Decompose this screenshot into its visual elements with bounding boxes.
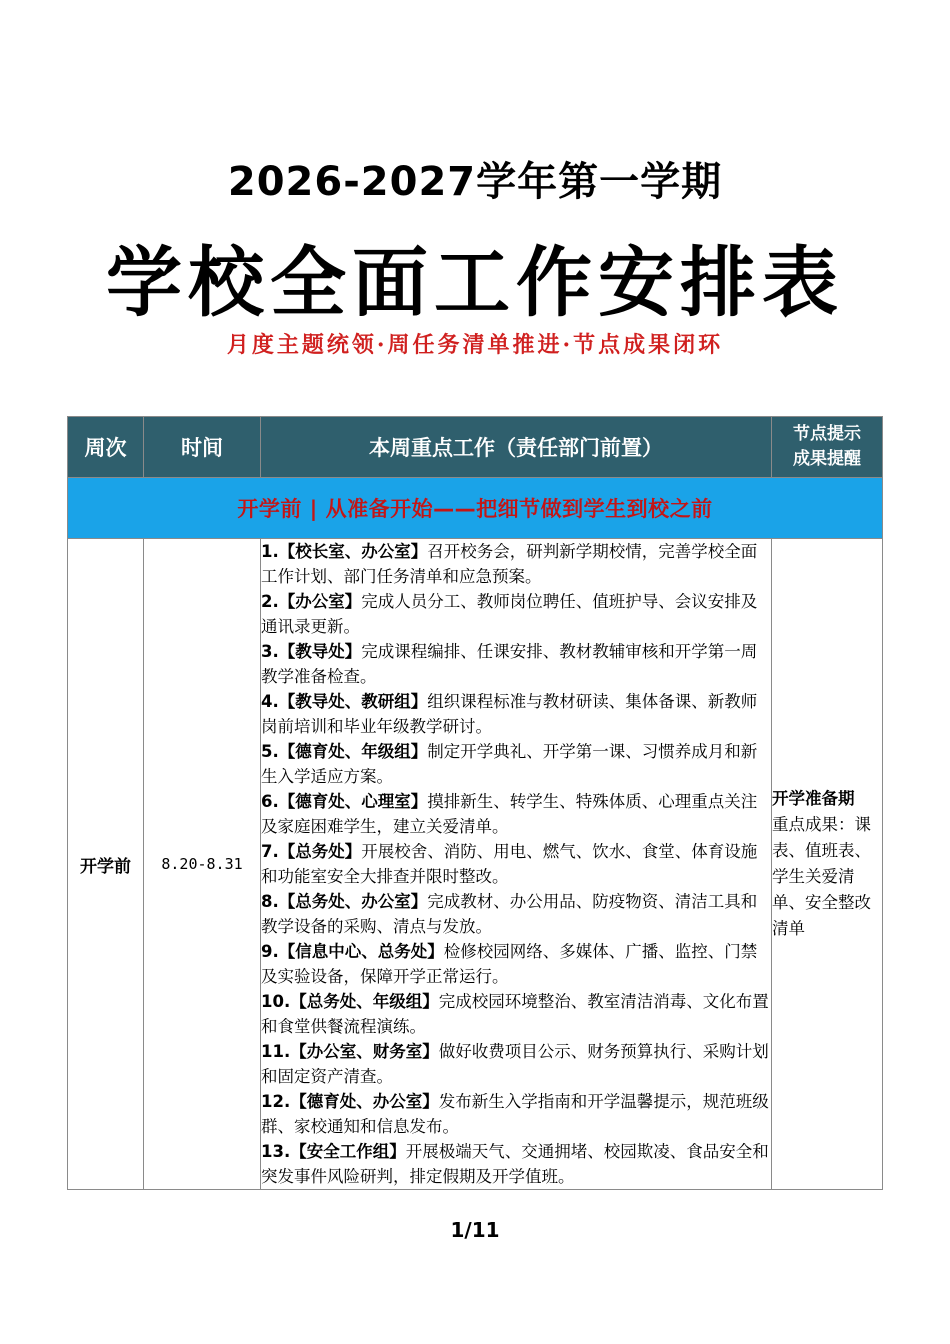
task-dept: 【总务处、年级组】 xyxy=(290,992,439,1011)
task-item xyxy=(261,1089,771,1139)
task-text: 完成人员分工、教师岗位聘任、值班护导、会议安排及通讯录更新。 xyxy=(261,592,758,636)
task-text: 做好收费项目公示、财务预算执行、采购计划和固定资产清查。 xyxy=(261,1042,769,1086)
task-list xyxy=(261,539,771,1189)
task-dept: 【教导处、教研组】 xyxy=(278,692,428,711)
header-tasks: 本周重点工作（责任部门前置） xyxy=(261,417,772,478)
tasks-cell xyxy=(261,539,772,1190)
task-text: 检修校园网络、多媒体、广播、监控、门禁及实验设备，保障开学正常运行。 xyxy=(261,942,758,986)
task-item xyxy=(261,789,771,839)
phase-banner: 开学前 | 从准备开始——把细节做到学生到校之前 xyxy=(68,478,883,539)
task-dept: 【办公室、财务室】 xyxy=(290,1042,439,1061)
task-number: 7. xyxy=(261,842,279,861)
task-dept: 【德育处、心理室】 xyxy=(278,792,428,811)
date-cell: 8.20-8.31 xyxy=(144,539,261,1190)
task-text: 摸排新生、转学生、特殊体质、心理重点关注及家庭困难学生，建立关爱清单。 xyxy=(261,792,758,836)
task-item xyxy=(261,939,771,989)
week-cell: 开学前 xyxy=(68,539,144,1190)
task-dept: 【教导处】 xyxy=(278,642,362,661)
task-number: 12. xyxy=(261,1092,291,1111)
task-text: 制定开学典礼、开学第一课、习惯养成月和新生入学适应方案。 xyxy=(261,742,758,786)
task-dept: 【信息中心、总务处】 xyxy=(278,942,444,961)
task-number: 10. xyxy=(261,992,291,1011)
task-item xyxy=(261,689,771,739)
header-time: 时间 xyxy=(144,417,261,478)
task-dept: 【校长室、办公室】 xyxy=(278,542,428,561)
table-row xyxy=(68,539,883,1190)
task-text: 完成校园环境整治、教室清洁消毒、文化布置和食堂供餐流程演练。 xyxy=(261,992,769,1036)
task-item xyxy=(261,589,771,639)
task-text: 完成课程编排、任课安排、教材教辅审核和开学第一周教学准备检查。 xyxy=(261,642,758,686)
task-text: 完成教材、办公用品、防疫物资、清洁工具和教学设备的采购、清点与发放。 xyxy=(261,892,758,936)
page-indicator: 1/11 xyxy=(450,1218,500,1242)
task-dept: 【总务处】 xyxy=(278,842,362,861)
task-text: 召开校务会，研判新学期校情，完善学校全面工作计划、部门任务清单和应急预案。 xyxy=(261,542,758,586)
note-cell xyxy=(772,539,883,1190)
task-dept: 【总务处、办公室】 xyxy=(278,892,428,911)
task-number: 9. xyxy=(261,942,279,961)
task-number: 1. xyxy=(261,542,279,561)
note-text: 重点成果：课表、值班表、学生关爱清单、安全整改清单 xyxy=(772,815,871,938)
task-item xyxy=(261,1139,771,1189)
header-node-tip: 节点提示 xyxy=(793,424,861,444)
task-item xyxy=(261,989,771,1039)
task-number: 13. xyxy=(261,1142,291,1161)
task-dept: 【德育处、办公室】 xyxy=(290,1092,439,1111)
task-number: 8. xyxy=(261,892,279,911)
note-title: 开学准备期 xyxy=(772,789,855,808)
task-number: 3. xyxy=(261,642,279,661)
task-text: 开展极端天气、交通拥堵、校园欺凌、食品安全和突发事件风险研判，排定假期及开学值班。 xyxy=(261,1142,769,1186)
task-item xyxy=(261,839,771,889)
phase-row xyxy=(68,478,883,539)
task-text: 发布新生入学指南和开学温馨提示，规范班级群、家校通知和信息发布。 xyxy=(261,1092,769,1136)
task-number: 2. xyxy=(261,592,279,611)
title-line-1: 2026-2027学年第一学期 xyxy=(227,159,723,205)
task-text: 开展校舍、消防、用电、燃气、饮水、食堂、体育设施和功能室安全大排查并限时整改。 xyxy=(261,842,758,886)
task-dept: 【办公室】 xyxy=(278,592,362,611)
header-notes xyxy=(772,417,883,478)
task-item xyxy=(261,739,771,789)
task-dept: 【安全工作组】 xyxy=(290,1142,406,1161)
header-row xyxy=(68,417,883,478)
header-result-reminder: 成果提醒 xyxy=(793,449,861,469)
schedule-table xyxy=(67,416,883,1190)
header-week: 周次 xyxy=(68,417,144,478)
task-item xyxy=(261,639,771,689)
task-text: 组织课程标准与教材研读、集体备课、新教师岗前培训和毕业年级教学研讨。 xyxy=(261,692,758,736)
task-item xyxy=(261,889,771,939)
task-number: 6. xyxy=(261,792,279,811)
page-number: 1 xyxy=(450,1218,465,1242)
task-item xyxy=(261,539,771,589)
page-total: 11 xyxy=(471,1218,500,1242)
task-item xyxy=(261,1039,771,1089)
task-number: 4. xyxy=(261,692,279,711)
title-line-2: 学校全面工作安排表 xyxy=(106,238,844,327)
task-dept: 【德育处、年级组】 xyxy=(278,742,428,761)
task-number: 11. xyxy=(261,1042,291,1061)
task-number: 5. xyxy=(261,742,279,761)
subtitle: 月度主题统领·周任务清单推进·节点成果闭环 xyxy=(226,332,724,358)
